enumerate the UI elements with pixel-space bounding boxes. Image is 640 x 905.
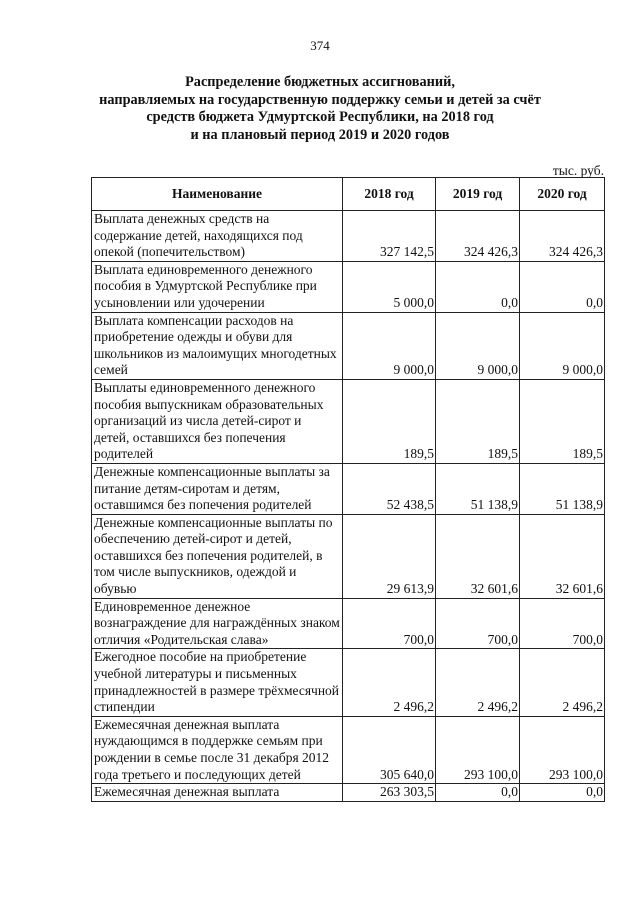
value-2020: 293 100,0 bbox=[520, 716, 605, 783]
header-2018: 2018 год bbox=[343, 178, 436, 211]
title-line: Распределение бюджетных ассигнований, bbox=[185, 74, 455, 90]
value-2019: 0,0 bbox=[436, 784, 520, 802]
value-2020: 324 426,3 bbox=[520, 211, 605, 262]
table-row bbox=[92, 261, 605, 312]
value-2019: 0,0 bbox=[436, 261, 520, 312]
row-name: Ежемесячная денежная выплата нуждающимся в поддержке семьям при рождении в семье после 31 декабря 2012 года третьего и последующих детей bbox=[92, 716, 343, 783]
table-header-row bbox=[92, 178, 605, 211]
row-name: Денежные компенсационные выплаты за питание детям-сиротам и детям, оставшимся без попечения родителей bbox=[92, 463, 343, 514]
value-2019: 9 000,0 bbox=[436, 312, 520, 379]
value-2018: 9 000,0 bbox=[343, 312, 436, 379]
value-2018: 2 496,2 bbox=[343, 649, 436, 716]
row-name: Выплаты единовременного денежного пособия выпускникам образовательных организаций из числа детей-сирот и детей, оставшихся без попечения родителей bbox=[92, 379, 343, 463]
title-line: средств бюджета Удмуртской Республики, на 2018 год bbox=[146, 109, 494, 125]
table-row bbox=[92, 211, 605, 262]
header-2020: 2020 год bbox=[520, 178, 605, 211]
value-2019: 2 496,2 bbox=[436, 649, 520, 716]
value-2019: 32 601,6 bbox=[436, 514, 520, 598]
row-name: Единовременное денежное вознаграждение для награждённых знаком отличия «Родительская слава» bbox=[92, 598, 343, 649]
budget-table bbox=[91, 177, 605, 802]
row-name: Денежные компенсационные выплаты по обеспечению детей-сирот и детей, оставшихся без попечения родителей, в том числе выпускников, одеждой и обувью bbox=[92, 514, 343, 598]
table-row bbox=[92, 716, 605, 783]
value-2018: 263 303,5 bbox=[343, 784, 436, 802]
value-2019: 324 426,3 bbox=[436, 211, 520, 262]
value-2018: 305 640,0 bbox=[343, 716, 436, 783]
row-name: Ежемесячная денежная выплата bbox=[92, 784, 343, 802]
value-2018: 327 142,5 bbox=[343, 211, 436, 262]
value-2018: 5 000,0 bbox=[343, 261, 436, 312]
table-row bbox=[92, 379, 605, 463]
row-name: Выплата денежных средств на содержание детей, находящихся под опекой (попечительством) bbox=[92, 211, 343, 262]
value-2020: 189,5 bbox=[520, 379, 605, 463]
row-name: Выплата компенсации расходов на приобретение одежды и обуви для школьников из малоимущих многодетных семей bbox=[92, 312, 343, 379]
value-2018: 700,0 bbox=[343, 598, 436, 649]
value-2019: 293 100,0 bbox=[436, 716, 520, 783]
table-row bbox=[92, 514, 605, 598]
row-name: Выплата единовременного денежного пособия в Удмуртской Республике при усыновлении или удочерении bbox=[92, 261, 343, 312]
page-number: 374 bbox=[310, 38, 330, 53]
value-2019: 189,5 bbox=[436, 379, 520, 463]
value-2020: 0,0 bbox=[520, 261, 605, 312]
table-row bbox=[92, 784, 605, 802]
value-2019: 51 138,9 bbox=[436, 463, 520, 514]
value-2020: 9 000,0 bbox=[520, 312, 605, 379]
title-line: и на плановый период 2019 и 2020 годов bbox=[190, 126, 450, 143]
row-name: Ежегодное пособие на приобретение учебной литературы и письменных принадлежностей в размере трёхмесячной стипендии bbox=[92, 649, 343, 716]
title-line: направляемых на государственную поддержку семьи и детей за счёт bbox=[99, 91, 541, 108]
table-row bbox=[92, 463, 605, 514]
table-row bbox=[92, 598, 605, 649]
value-2020: 0,0 bbox=[520, 784, 605, 802]
value-2020: 700,0 bbox=[520, 598, 605, 649]
value-2020: 2 496,2 bbox=[520, 649, 605, 716]
value-2020: 32 601,6 bbox=[520, 514, 605, 598]
table-row bbox=[92, 312, 605, 379]
table-row bbox=[92, 649, 605, 716]
value-2018: 29 613,9 bbox=[343, 514, 436, 598]
header-name: Наименование bbox=[92, 178, 343, 211]
value-2018: 52 438,5 bbox=[343, 463, 436, 514]
header-2019: 2019 год bbox=[436, 178, 520, 211]
value-2018: 189,5 bbox=[343, 379, 436, 463]
value-2019: 700,0 bbox=[436, 598, 520, 649]
value-2020: 51 138,9 bbox=[520, 463, 605, 514]
document-title bbox=[60, 74, 580, 144]
units-label: тыс. руб. bbox=[552, 163, 604, 178]
